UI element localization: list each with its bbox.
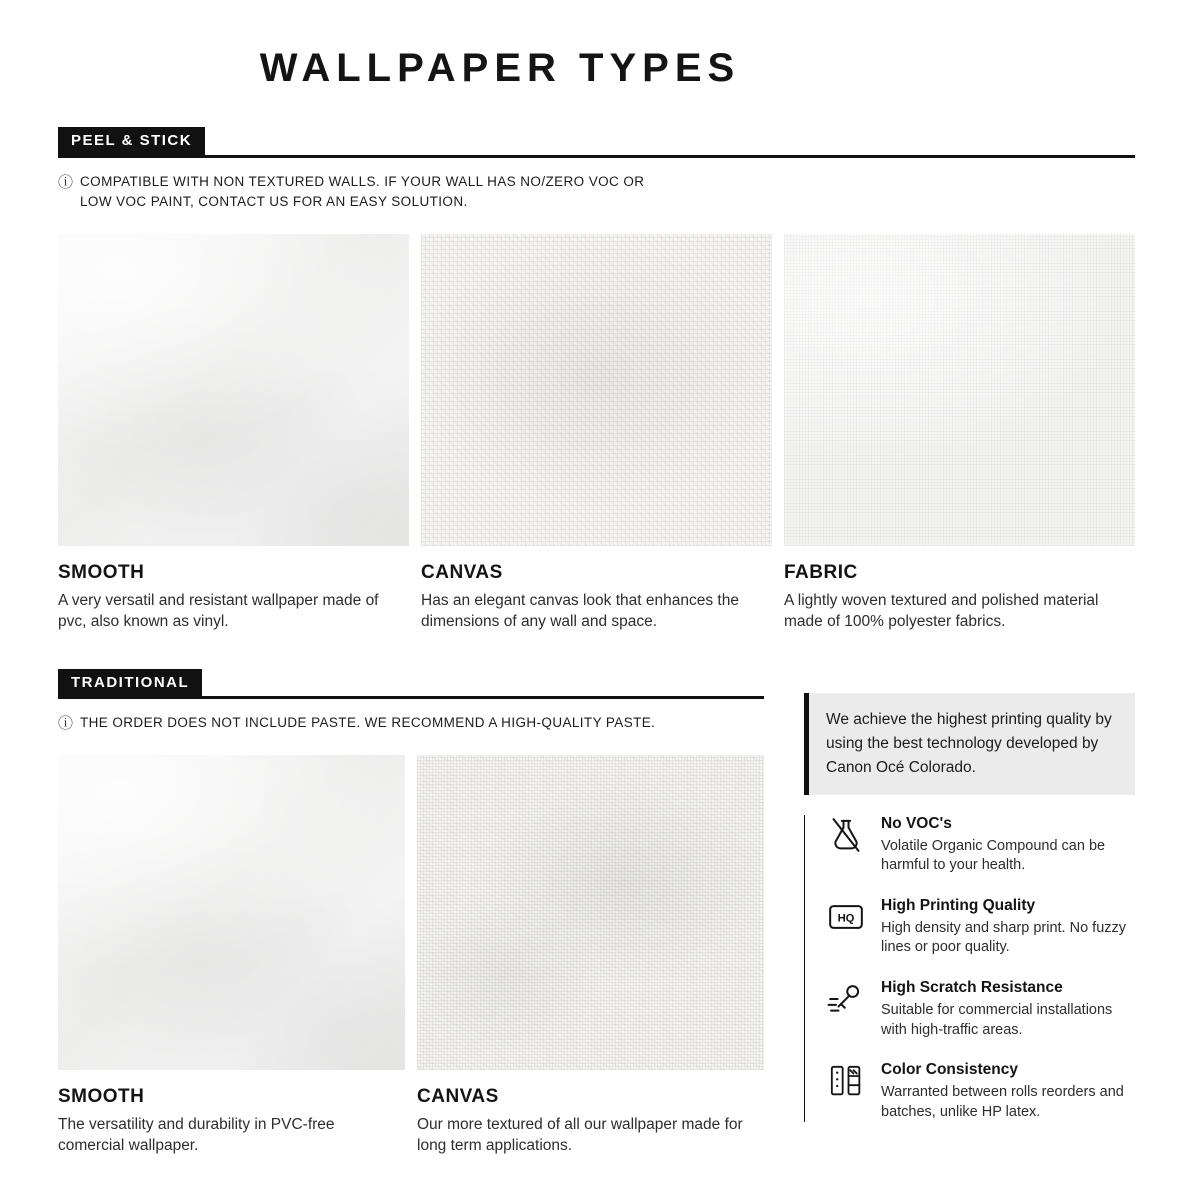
texture-sample-smooth [58,234,409,546]
texture-sample-canvas [417,755,764,1070]
swatch-peel-smooth [58,234,409,633]
swatch-title: CANVAS [417,1086,499,1107]
scratch-resistance-icon [826,979,866,1019]
feature-high-printing-quality [826,897,1135,958]
swatch-description: The versatility and durability in PVC-free comercial wallpaper. [58,1116,335,1155]
texture-sample-canvas [421,234,772,546]
swatch-description: A lightly woven textured and polished material made of 100% polyester fabrics. [784,592,1099,631]
hq-icon [826,897,866,937]
bottom-grid [58,669,1135,1157]
feature-color-consistency [826,1061,1135,1122]
no-voc-icon [826,815,866,855]
texture-sample-smooth [58,755,405,1070]
svg-text:HQ: HQ [837,912,855,925]
feature-title: High Printing Quality [881,896,1036,914]
feature-description: High density and sharp print. No fuzzy lines or poor quality. [881,919,1127,956]
title-wrap [0,0,1000,91]
section-header-traditional [58,669,764,700]
peel-stick-note-text: COMPATIBLE WITH NON TEXTURED WALLS. IF YOUR WALL HAS NO/ZERO VOC OR LOW VOC PAINT, CONTACT US FOR AN EASY SOLUTION. [80,173,645,209]
traditional-note-text: THE ORDER DOES NOT INCLUDE PASTE. WE RECOMMEND A HIGH-QUALITY PASTE. [80,715,656,731]
swatch-peel-canvas [421,234,772,633]
page-title: WALLPAPER TYPES [259,46,741,90]
quality-panel [804,669,1135,1157]
feature-description: Volatile Organic Compound can be harmful to your health. [881,837,1106,874]
traditional-note [58,713,764,735]
swatch-traditional-canvas [417,755,764,1157]
section-header-peel-stick [58,127,1135,158]
section-label-traditional: TRADITIONAL [58,669,202,697]
traditional-section [58,669,764,1157]
feature-text [881,979,1135,1040]
peel-stick-swatch-row [58,234,1135,633]
swatch-peel-fabric [784,234,1135,633]
feature-text [881,1061,1135,1122]
color-consistency-icon [826,1061,866,1101]
peel-stick-note [58,172,1135,213]
feature-no-voc [826,815,1135,876]
features-list [804,815,1135,1123]
feature-scratch-resistance [826,979,1135,1040]
info-icon: ⓘ [58,173,74,191]
printing-quality-quote: We achieve the highest printing quality by using the best technology developed by Canon Océ Colorado. [804,693,1135,795]
swatch-title: SMOOTH [58,1086,145,1107]
info-icon: ⓘ [58,715,74,733]
swatch-title: SMOOTH [58,562,145,583]
feature-title: No VOC's [881,814,952,832]
swatch-description: Has an elegant canvas look that enhances the dimensions of any wall and space. [421,592,739,631]
feature-title: High Scratch Resistance [881,979,1063,997]
feature-title: Color Consistency [881,1061,1018,1079]
feature-description: Suitable for commercial installations with high-traffic areas. [881,1002,1113,1038]
texture-sample-fabric [784,234,1135,546]
feature-text [881,815,1135,876]
swatch-traditional-smooth [58,755,405,1157]
feature-description: Warranted between rolls reorders and batches, unlike HP latex. [881,1084,1124,1120]
section-label-peel-stick: PEEL & STICK [58,127,205,155]
swatch-description: Our more textured of all our wallpaper made for long term applications. [417,1116,743,1155]
feature-text [881,897,1135,958]
traditional-swatch-row [58,755,764,1157]
content [0,91,1200,1157]
swatch-description: A very versatil and resistant wallpaper made of pvc, also known as vinyl. [58,592,379,631]
swatch-title: CANVAS [421,562,503,583]
swatch-title: FABRIC [784,562,858,583]
